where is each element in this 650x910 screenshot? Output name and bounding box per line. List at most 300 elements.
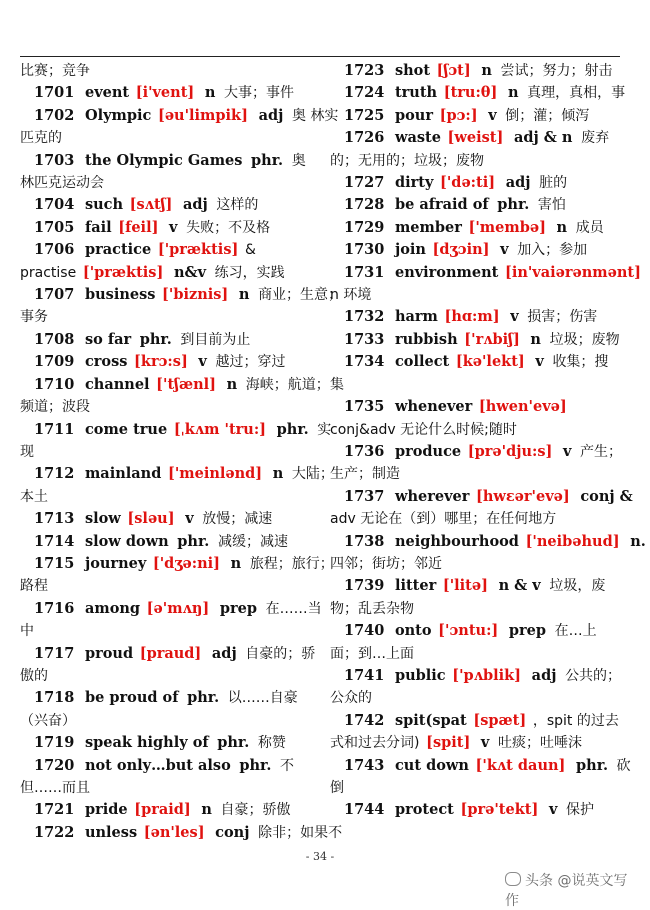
entry-number: 1711	[34, 420, 75, 438]
entry-pos: v	[535, 353, 544, 371]
entry-word: pride	[84, 801, 128, 819]
entry-word: pour	[394, 106, 433, 124]
entry-definition: 在……当	[265, 600, 322, 617]
entry-pos: n	[226, 375, 238, 393]
entry-phonetic: [əu'limpik]	[157, 106, 248, 124]
entry-word: event	[84, 84, 130, 102]
entry-phonetic: ['dʒə:ni]	[152, 554, 221, 572]
watermark	[505, 870, 640, 910]
entry-number: 1724	[344, 84, 385, 102]
entry-phonetic: [hwen'evə]	[478, 398, 567, 416]
vocab-entry	[20, 82, 320, 104]
entry-word: not only…but also	[84, 756, 231, 774]
vocab-continuation	[330, 463, 622, 485]
vocab-entry	[330, 351, 622, 373]
entry-number: 1705	[34, 218, 75, 236]
vocab-continuation	[330, 777, 622, 799]
entry-phonetic: [sləu]	[127, 510, 175, 528]
entry-definition: 垃圾，废	[549, 578, 606, 595]
entry-phonetic: ['litə]	[442, 577, 488, 595]
entry-definition: 收集；搜	[552, 354, 609, 371]
page-number: - 34 -	[305, 850, 335, 863]
entry-pos: phr.	[576, 756, 609, 774]
entry-definition: 保护	[565, 802, 594, 819]
entry-pos: n.	[630, 532, 646, 550]
vocab-continuation	[330, 419, 622, 441]
entry-number: 1740	[344, 622, 385, 640]
entry-pos: phr.	[251, 151, 284, 169]
vocab-continuation	[330, 284, 622, 306]
entry-definition: 自豪；骄傲	[220, 802, 291, 819]
vocab-continuation	[20, 262, 320, 284]
entry-phonetic: [ən'les]	[143, 823, 205, 841]
entry-word: rubbish	[394, 330, 458, 348]
entry-definition: 练习，实践	[214, 264, 285, 281]
entry-definition: 脏的	[539, 175, 568, 192]
entry-pos: phr.	[217, 734, 250, 752]
vocab-continuation	[330, 150, 622, 172]
header-rule	[20, 56, 620, 57]
vocab-entry	[20, 463, 334, 485]
entry-definition: 以……自豪	[227, 690, 298, 707]
vocab-continuation	[330, 553, 622, 575]
entry-number: 1742	[344, 711, 385, 729]
entry-phonetic: ['præktis]	[82, 263, 164, 281]
vocab-entry	[20, 329, 320, 351]
entry-pos: prep	[219, 599, 258, 617]
vocab-entry	[330, 620, 622, 642]
entry-pos: n	[201, 801, 212, 819]
entry-definition: 公共的；	[565, 667, 622, 684]
entry-phonetic: ['pʌblik]	[452, 666, 522, 684]
entry-definition: 除非；如果不	[258, 824, 343, 841]
vocab-entry	[330, 239, 622, 261]
entry-word: the Olympic Games	[84, 151, 243, 169]
entry-word: such	[84, 196, 124, 214]
entry-number: 1734	[344, 353, 385, 371]
entry-continuation: 中	[20, 623, 34, 640]
vocab-entry	[20, 643, 320, 665]
entry-number: 1701	[34, 84, 75, 102]
entry-pos: adj	[211, 644, 237, 662]
vocab-entry	[20, 419, 332, 441]
vocab-continuation	[330, 598, 622, 620]
vocab-entry	[20, 508, 320, 530]
entry-continuation: 面；到…上面	[330, 645, 414, 662]
vocab-entry	[20, 239, 320, 261]
entry-definition: 加入；参加	[517, 242, 588, 259]
entry-word: journey	[84, 554, 147, 572]
entry-pos: conj &	[580, 487, 633, 505]
entry-definition: 倒；灌；倾泻	[505, 107, 590, 124]
entry-number: 1702	[34, 106, 75, 124]
entry-phonetic: [spit]	[426, 734, 471, 752]
entry-pos: n	[556, 218, 568, 236]
entry-phonetic: [spæt]	[473, 711, 527, 729]
entry-number: 1731	[344, 263, 385, 281]
entry-continuation: 本土	[20, 488, 48, 505]
entry-word: whenever	[394, 398, 473, 416]
entry-number: 1716	[34, 599, 75, 617]
entry-continuation: practise	[20, 264, 77, 281]
entry-continuation: 林匹克运动会	[20, 175, 104, 192]
vocab-entry	[330, 262, 641, 284]
entry-definition: 产生；	[580, 443, 623, 460]
entry-pos: v	[198, 353, 207, 371]
entry-phonetic: ['præktis]	[157, 241, 239, 259]
entry-phonetic: [prə'tekt]	[460, 801, 539, 819]
entry-number: 1732	[344, 308, 385, 326]
vocab-entry	[330, 306, 622, 328]
vocab-entry	[330, 486, 633, 508]
entry-definition: 放慢；减速	[202, 511, 273, 528]
vocab-entry	[20, 150, 320, 172]
entry-phonetic: [weist]	[447, 129, 504, 147]
entry-word: public	[394, 666, 446, 684]
entry-pos: phr.	[276, 420, 309, 438]
vocab-continuation	[20, 127, 320, 149]
vocab-entry	[330, 172, 622, 194]
entry-pos: phr.	[139, 330, 172, 348]
entry-definition: 海峡；航道；	[245, 376, 330, 393]
entry-word: litter	[394, 577, 437, 595]
entry-continuation: 傲的	[20, 667, 48, 684]
vocab-entry	[330, 531, 646, 553]
entry-continuation: 式和过去分词)	[330, 735, 420, 752]
entry-word: harm	[394, 308, 438, 326]
vocab-entry	[330, 575, 622, 597]
entry-continuation: adv 无论在（到）哪里；在任何地方	[330, 511, 557, 528]
vocab-entry	[20, 531, 320, 553]
entry-number: 1727	[344, 174, 385, 192]
entry-word: mainland	[84, 465, 162, 483]
entry-pos: phr.	[187, 689, 220, 707]
entry-number: 1717	[34, 644, 75, 662]
entry-number: 1714	[34, 532, 75, 550]
entry-number: 1704	[34, 196, 75, 214]
entry-word: neighbourhood	[394, 532, 519, 550]
entry-pos: n	[230, 554, 242, 572]
entry-word: practice	[84, 241, 152, 259]
vocab-continuation	[330, 374, 622, 396]
entry-word: waste	[394, 129, 441, 147]
entry-continuation: 但……而且	[20, 780, 90, 796]
vocab-entry	[330, 329, 622, 351]
entry-word: business	[84, 286, 156, 304]
entry-definition: 损害；伤害	[527, 309, 598, 326]
entry-definition: 失败；不及格	[186, 219, 271, 236]
vocab-entry	[330, 82, 626, 104]
entry-word: Olympic	[84, 106, 152, 124]
vocab-continuation	[330, 732, 622, 754]
entry-word: protect	[394, 801, 454, 819]
entry-pos: v	[562, 442, 572, 460]
entry-continuation: 的；无用的；垃圾；废物	[330, 152, 484, 169]
vocab-continuation	[330, 643, 622, 665]
entry-continuation: 集	[330, 376, 344, 393]
entry-phonetic: ['tʃænl]	[156, 375, 217, 393]
entry-word: collect	[394, 353, 450, 371]
entry-definition: 越过；穿过	[215, 354, 286, 371]
entry-definition: 称赞	[257, 735, 286, 752]
right-column	[330, 60, 646, 822]
entry-word: member	[394, 218, 462, 236]
entry-number: 1719	[34, 734, 75, 752]
entry-phonetic: [dʒɔin]	[432, 241, 490, 259]
entry-pos: phr.	[239, 756, 272, 774]
entry-continuation: 倒	[330, 780, 344, 796]
entry-definition: 不	[280, 757, 295, 774]
entry-pos: n	[272, 465, 284, 483]
entry-phonetic: [sʌtʃ]	[129, 196, 173, 214]
entry-phonetic: [krɔ:s]	[134, 353, 188, 371]
entry-phonetic: ['ɔntu:]	[438, 622, 499, 640]
entry-number: 1741	[344, 666, 385, 684]
entry-phonetic: ['də:ti]	[440, 174, 496, 192]
entry-definition: 商业；生意；	[258, 287, 343, 304]
vocab-continuation	[20, 620, 320, 642]
vocab-entry	[20, 598, 320, 620]
entry-word: dirty	[394, 174, 434, 192]
entry-word: be proud of	[84, 689, 179, 707]
entry-pos: n	[238, 286, 250, 304]
vocab-continuation	[20, 441, 320, 463]
entry-phonetic: ['biznis]	[162, 286, 229, 304]
vocab-continuation	[330, 687, 622, 709]
entry-phonetic: ['neibəhud]	[525, 532, 620, 550]
vocab-entry	[20, 105, 339, 127]
entry-number: 1729	[344, 218, 385, 236]
entry-number: 1708	[34, 330, 75, 348]
wechat-icon	[505, 872, 521, 886]
entry-definition: 成员	[575, 219, 604, 236]
vocab-entry	[20, 553, 334, 575]
vocab-continuation	[20, 665, 320, 687]
entry-phonetic: [tru:θ]	[443, 84, 498, 102]
entry-pos: v	[548, 801, 558, 819]
entry-word: cross	[84, 353, 128, 371]
entry-pos: adj & n	[513, 129, 573, 147]
entry-number: 1728	[344, 196, 385, 214]
entry-word: shot	[394, 62, 431, 79]
entry-word: speak highly of	[84, 734, 209, 752]
entry-pos: v	[169, 218, 178, 236]
entry-definition: 大陆；	[291, 466, 334, 483]
entry-definition: 自豪的；骄	[245, 645, 316, 662]
vocab-continuation	[20, 172, 320, 194]
entry-number: 1733	[344, 330, 385, 348]
entry-word: be afraid of	[394, 196, 489, 214]
entry-continuation: 公众的	[330, 690, 372, 707]
entry-word: wherever	[394, 487, 470, 505]
vocab-entry	[20, 351, 320, 373]
entry-phonetic: [ˌkʌm 'tru:]	[173, 420, 267, 438]
entry-continuation: 匹克的	[20, 130, 62, 147]
entry-number: 1735	[344, 398, 385, 416]
vocab-continuation	[20, 710, 320, 732]
entry-definition: 到目前为止	[180, 331, 251, 348]
entry-number: 1737	[344, 487, 385, 505]
vocab-continuation	[20, 60, 320, 82]
entry-phonetic: ['meinlənd]	[167, 465, 263, 483]
entry-definition: &	[244, 242, 256, 259]
vocab-continuation	[20, 486, 320, 508]
entry-pos: n	[507, 84, 519, 102]
entry-number: 1718	[34, 689, 75, 707]
vocab-entry	[20, 822, 343, 844]
vocab-entry	[20, 217, 320, 239]
entry-phonetic: [feil]	[118, 218, 159, 236]
entry-pos: n	[204, 84, 216, 102]
entry-definition: ，spit 的过去	[532, 712, 619, 729]
vocab-continuation	[20, 396, 320, 418]
entry-phonetic: [praid]	[134, 801, 191, 819]
entry-phonetic: [i'vent]	[135, 84, 195, 102]
entry-definition: 废弃	[581, 130, 610, 147]
vocab-entry	[330, 105, 622, 127]
entry-continuation: 现	[20, 443, 34, 460]
vocab-continuation	[20, 777, 320, 799]
entry-number: 1721	[34, 801, 75, 819]
entry-definition: 垃圾；废物	[549, 331, 620, 348]
entry-definition: 真理，真相，事	[527, 85, 626, 102]
entry-number: 1703	[34, 151, 75, 169]
entry-word: onto	[394, 622, 432, 640]
entry-word: unless	[84, 823, 138, 841]
entry-pos: n	[530, 330, 541, 348]
entry-definition: 在…上	[554, 623, 597, 640]
entry-word: slow down	[84, 532, 169, 550]
watermark-text: 头条 @说英文写作	[505, 873, 628, 909]
entry-word: come true	[84, 420, 168, 438]
entry-number: 1713	[34, 510, 75, 528]
vocab-entry	[330, 799, 622, 821]
entry-number: 1725	[344, 106, 385, 124]
entry-definition: 奥 林实	[291, 107, 339, 124]
vocab-continuation	[20, 575, 320, 597]
entry-pos: prep	[508, 622, 547, 640]
entry-number: 1736	[344, 442, 385, 460]
entry-continuation: 物；乱丢杂物	[330, 600, 414, 617]
entry-number: 1712	[34, 465, 75, 483]
entry-continuation: 比赛；竞争	[20, 63, 90, 79]
entry-phonetic: [ʃɔt]	[436, 62, 471, 79]
entry-number: 1710	[34, 375, 75, 393]
entry-phonetic: [praud]	[139, 644, 202, 662]
entry-definition: 砍	[616, 757, 631, 774]
vocab-entry	[20, 687, 320, 709]
vocab-entry	[330, 60, 622, 82]
entry-pos: phr.	[497, 196, 530, 214]
entry-pos: v	[185, 510, 194, 528]
entry-number: 1744	[344, 801, 385, 819]
entry-phonetic: [pɔ:]	[439, 106, 478, 124]
vocab-entry	[330, 441, 622, 463]
entry-pos: adj	[258, 106, 284, 124]
entry-number: 1722	[34, 823, 75, 841]
entry-word: channel	[84, 375, 150, 393]
entry-number: 1726	[344, 129, 385, 147]
entry-pos: adj	[182, 196, 208, 214]
vocab-entry	[330, 194, 622, 216]
entry-pos: n&v	[173, 263, 206, 281]
entry-number: 1707	[34, 286, 75, 304]
vocab-entry	[330, 665, 622, 687]
entry-number: 1723	[344, 62, 385, 79]
entry-pos: v	[488, 106, 497, 124]
entry-word: proud	[84, 644, 134, 662]
entry-definition: 实	[317, 421, 332, 438]
entry-continuation: 频道；波段	[20, 399, 90, 416]
entry-word: fail	[84, 218, 112, 236]
entry-phonetic: ['rʌbiʃ]	[464, 330, 520, 348]
entry-pos: v	[500, 241, 509, 259]
entry-phonetic: [prə'dju:s]	[467, 442, 553, 460]
entry-pos: n & v	[498, 577, 541, 595]
entry-continuation: （兴奋）	[20, 712, 76, 729]
entry-phonetic: [hɑ:m]	[444, 308, 500, 326]
entry-word: so far	[84, 330, 132, 348]
entry-phonetic: [in'vaiərənmənt]	[504, 263, 641, 281]
vocab-entry	[20, 755, 320, 777]
entry-pos: v	[510, 308, 519, 326]
entry-word: among	[84, 599, 141, 617]
vocab-entry	[20, 732, 320, 754]
entry-phonetic: ['membə]	[468, 218, 546, 236]
entry-number: 1730	[344, 241, 385, 259]
vocab-continuation	[20, 306, 320, 328]
vocab-entry	[330, 396, 622, 418]
entry-word: produce	[394, 442, 462, 460]
vocab-entry	[330, 710, 622, 732]
entry-definition: 害怕	[537, 197, 566, 214]
vocab-entry	[20, 799, 320, 821]
left-column	[20, 60, 343, 844]
entry-number: 1720	[34, 756, 75, 774]
entry-word: truth	[394, 84, 438, 102]
vocab-entry	[20, 374, 330, 396]
entry-phonetic: [kə'lekt]	[455, 353, 525, 371]
entry-number: 1743	[344, 756, 385, 774]
entry-pos: adj	[505, 174, 531, 192]
entry-pos: n	[481, 62, 492, 79]
vocab-entry	[330, 127, 622, 149]
entry-definition: 吐痰；吐唾沫	[497, 735, 582, 752]
vocab-continuation	[330, 508, 622, 530]
entry-word: cut down	[394, 756, 469, 774]
vocab-entry	[330, 755, 631, 777]
entry-definition: 旅程；旅行；	[249, 555, 334, 572]
entry-word: slow	[84, 510, 121, 528]
entry-phonetic: ['kʌt daun]	[475, 756, 566, 774]
entry-number: 1739	[344, 577, 385, 595]
vocab-entry	[20, 194, 320, 216]
entry-number: 1709	[34, 353, 75, 371]
entry-pos: v	[480, 734, 490, 752]
entry-pos: adj	[531, 666, 557, 684]
entry-number: 1738	[344, 532, 385, 550]
entry-continuation: 事务	[20, 309, 48, 326]
entry-phonetic: [ə'mʌŋ]	[146, 599, 210, 617]
entry-number: 1706	[34, 241, 75, 259]
entry-number: 1715	[34, 554, 75, 572]
vocab-entry	[330, 217, 622, 239]
entry-continuation: conj&adv 无论什么时候;随时	[330, 421, 517, 438]
entry-continuation: 四邻；街坊；邻近	[330, 555, 442, 572]
entry-pos: phr.	[177, 532, 210, 550]
entry-definition: 尝试；努力；射击	[500, 63, 613, 79]
entry-continuation: 生产；制造	[330, 466, 400, 483]
